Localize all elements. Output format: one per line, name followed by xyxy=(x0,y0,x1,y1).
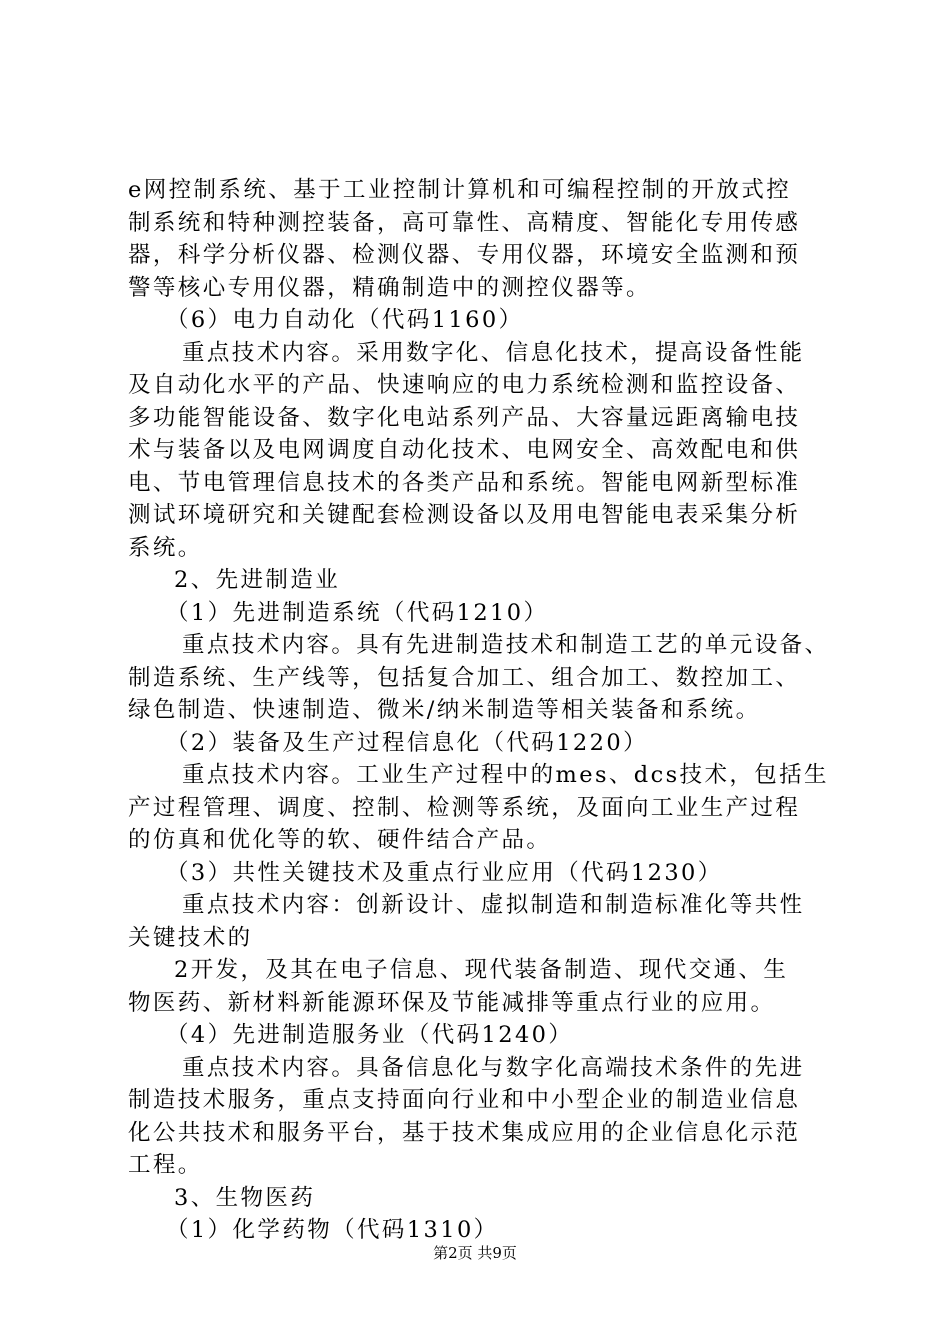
text-line: 重点技术内容。具备信息化与数字化高端技术条件的先进 xyxy=(182,1054,805,1081)
section-heading: 2、先进制造业 xyxy=(174,567,341,593)
text-line: 物医药、新材料新能源环保及节能减排等重点行业的应用。 xyxy=(128,989,776,1016)
text-line: 制系统和特种测控装备，高可靠性、高精度、智能化专用传感 xyxy=(128,209,801,236)
text-line: 重点技术内容。工业生产过程中的mes、dcs技术，包括生 xyxy=(182,762,829,788)
text-line: 产过程管理、调度、控制、检测等系统，及面向工业生产过程 xyxy=(128,794,801,821)
text-line: 重点技术内容。采用数字化、信息化技术，提高设备性能 xyxy=(182,339,805,366)
text-line: e网控制系统、基于工业控制计算机和可编程控制的开放式控 xyxy=(128,177,792,203)
text-line: 化公共技术和服务平台，基于技术集成应用的企业信息化示范 xyxy=(128,1119,801,1146)
text-line: 制造系统、生产线等，包括复合加工、组合加工、数控加工、 xyxy=(128,664,801,691)
text-line: 测试环境研究和关键配套检测设备以及用电智能电表采集分析 xyxy=(128,502,801,528)
subsection-heading: （3）共性关键技术及重点行业应用（代码1230） xyxy=(166,859,723,886)
text-line: 多功能智能设备、数字化电站系列产品、大容量远距离输电技 xyxy=(128,404,801,431)
text-line: 工程。 xyxy=(128,1152,203,1178)
subsection-heading: （1）化学药物（代码1310） xyxy=(166,1217,499,1243)
text-line: 系统。 xyxy=(128,534,203,561)
subsection-heading: （6）电力自动化（代码1160） xyxy=(166,307,524,333)
subsection-heading: （1）先进制造系统（代码1210） xyxy=(166,599,549,626)
text-line: 2开发，及其在电子信息、现代装备制造、现代交通、生 xyxy=(174,957,789,983)
text-line: 术与装备以及电网调度自动化技术、电网安全、高效配电和供 xyxy=(128,437,801,463)
text-line: 制造技术服务，重点支持面向行业和中小型企业的制造业信息 xyxy=(128,1087,801,1113)
text-line: 绿色制造、快速制造、微米/纳米制造等相关装备和系统。 xyxy=(128,697,761,723)
section-heading: 3、生物医药 xyxy=(174,1184,316,1211)
subsection-heading: （4）先进制造服务业（代码1240） xyxy=(166,1022,574,1048)
document-body xyxy=(128,174,834,1247)
page-footer: 第2页 共9页 xyxy=(433,1244,517,1262)
text-line: 重点技术内容。具有先进制造技术和制造工艺的单元设备、 xyxy=(182,632,830,658)
text-line: 器，科学分析仪器、检测仪器、专用仪器，环境安全监测和预 xyxy=(128,242,801,268)
text-line: 重点技术内容：创新设计、虚拟制造和制造标准化等共性 xyxy=(182,892,805,918)
text-line: 电、节电管理信息技术的各类产品和系统。智能电网新型标准 xyxy=(128,469,801,496)
text-line: 关键技术的 xyxy=(128,924,253,951)
text-line: 的仿真和优化等的软、硬件结合产品。 xyxy=(128,827,552,853)
text-line: 及自动化水平的产品、快速响应的电力系统检测和监控设备、 xyxy=(128,372,801,398)
subsection-heading: （2）装备及生产过程信息化（代码1220） xyxy=(166,729,648,756)
text-line: 警等核心专用仪器，精确制造中的测控仪器等。 xyxy=(128,274,651,301)
